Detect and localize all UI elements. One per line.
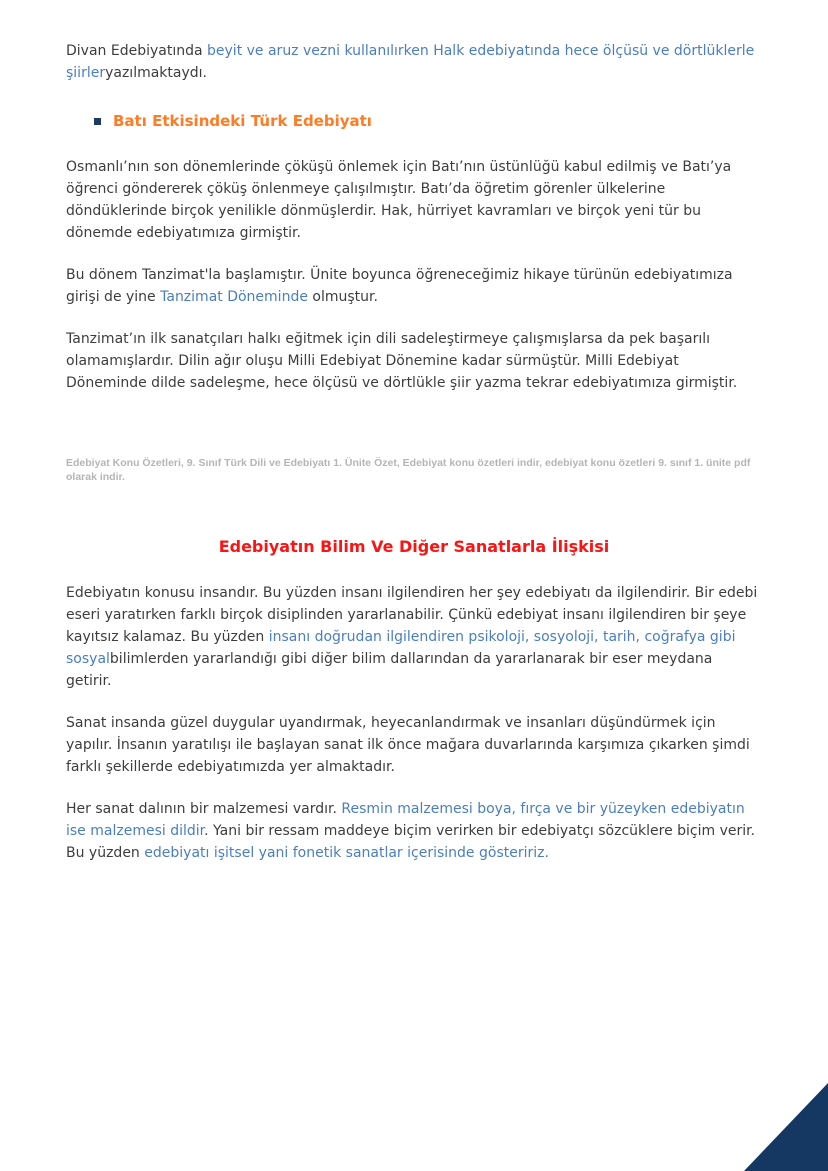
text-segment: Edebiyatın konusu insandır. Bu yüzden insanı ilgilendiren her şey edebiyatı da ilgilendirir. Bir edebi eseri yaratırken farklı birçok disiplinden yararlanabilir. Çünkü edebiyat insanı ilgilendiren bir şeye kayıtsız kalamaz. Bu yüzden xyxy=(66,585,758,645)
text-segment: bilimlerden yararlandığı gibi diğer bilim dallarından da yararlanarak bir eser meydana getirir. xyxy=(66,651,713,689)
paragraph-sanat-malzemesi xyxy=(66,798,762,864)
link-tanzimat-doneminde[interactable]: Tanzimat Döneminde xyxy=(160,289,308,305)
heading-bati-etkisindeki-turk-edebiyati xyxy=(66,110,762,132)
heading-label: Batı Etkisindeki Türk Edebiyatı xyxy=(113,112,372,130)
text-segment: Sanat insanda güzel duygular uyandırmak, heyecanlandırmak ve insanları düşündürmek için yapılır. İnsanın yaratılışı ile başlayan sanat ilk önce mağara duvarlarında karşımıza çıkarken şimdi farklı şekillerde edebiyatımızda yer almaktadır. xyxy=(66,715,750,775)
paragraph-tanzimat-donemi xyxy=(66,264,762,308)
paragraph-sanat-duygular xyxy=(66,712,762,778)
heading-label: Edebiyatın Bilim Ve Diğer Sanatlarla İlişkisi xyxy=(218,537,610,556)
paragraph-osmanli-cokus xyxy=(66,156,762,244)
text-segment: yazılmaktaydı. xyxy=(105,65,207,81)
text-segment: olmuştur. xyxy=(307,289,378,305)
paragraph-edebiyat-konusu-insan xyxy=(66,582,762,692)
text-segment: Divan Edebiyatında xyxy=(66,43,208,59)
text-segment: Tanzimat’ın ilk sanatçıları halkı eğitmek için dili sadeleştirmeye çalışmışlarsa da pek başarılı olamamışlardır. Dilin ağır oluşu Milli Edebiyat Dönemine kadar sürmüştür. Milli Edebiyat Döneminde dilde sadeleşme, hece ölçüsü ve dörtlükle şiir yazma tekrar edebiyatımıza girmiştir. xyxy=(66,331,738,391)
text-segment: . Yani bir ressam maddeye biçim verirken bir edebiyatçı sözcüklere biçim verir. Bu yüzden xyxy=(66,823,756,861)
paragraph-divan-halk xyxy=(66,40,762,84)
corner-fold-triangle xyxy=(744,1083,828,1171)
caption-text: Edebiyat Konu Özetleri, 9. Sınıf Türk Dili ve Edebiyatı 1. Ünite Özet, Edebiyat konu özetleri indir, edebiyat konu özetleri 9. sınıf 1. ünite pdf olarak indir. xyxy=(66,457,751,483)
text-segment: Her sanat dalının bir malzemesi vardır. xyxy=(66,801,342,817)
heading-edebiyatin-bilim-iliskisi xyxy=(66,536,762,558)
bullet-square-icon xyxy=(94,118,101,125)
link-fonetik-sanatlar[interactable]: edebiyatı işitsel yani fonetik sanatlar içerisinde gösteririz. xyxy=(144,845,549,861)
text-segment: Bu dönem Tanzimat'la başlamıştır. Ünite boyunca öğreneceğimiz hikaye türünün edebiyatımıza girişi de yine xyxy=(66,267,733,305)
link-sosyal-bilimler[interactable]: insanı doğrudan ilgilendiren psikoloji, sosyoloji, tarih, coğrafya gibi sosyal xyxy=(66,629,736,667)
text-segment: Osmanlı’nın son dönemlerinde çöküşü önlemek için Batı’nın üstünlüğü kabul edilmiş ve Batı’ya öğrenci göndererek çöküş önlenmeye çalışılmıştır. Batı’da öğretim görenler ülkelerine döndüklerinde birçok yenilikle dönmüşlerdir. Hak, hürriyet kavramları ve birçok yeni tür bu dönemde edebiyatımıza girmiştir. xyxy=(66,159,732,241)
paragraph-ilk-sanatcilar xyxy=(66,328,762,394)
link-resmin-malzemesi[interactable]: Resmin malzemesi boya, fırça ve bir yüzeyken edebiyatın ise malzemesi dildir xyxy=(66,801,745,839)
footer-caption-seo-text xyxy=(66,456,762,484)
link-aruz-hece-olcusu[interactable]: beyit ve aruz vezni kullanılırken Halk edebiyatında hece ölçüsü ve dörtlüklerle şiirler xyxy=(66,43,755,81)
